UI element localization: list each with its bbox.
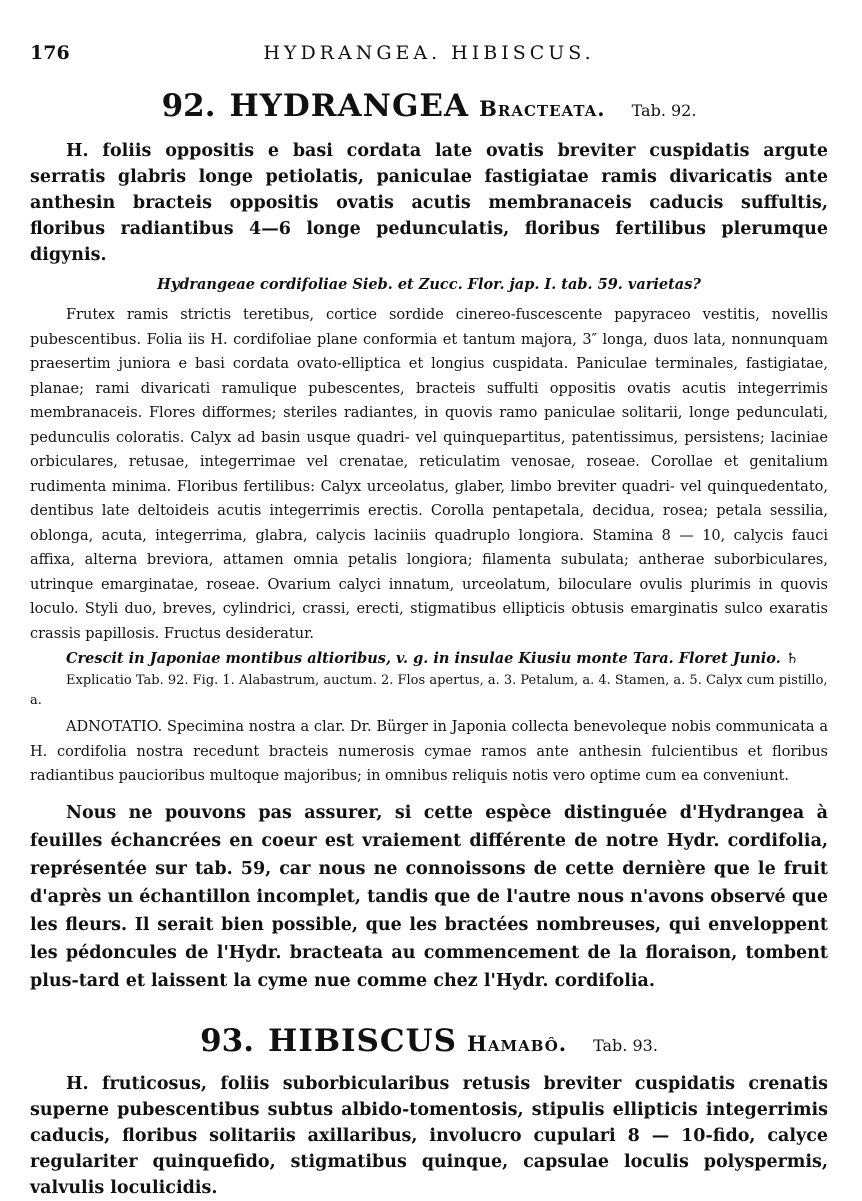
diagnosis-paragraph: H. foliis oppositis e basi cordata late ovatis breviter cuspidatis argute serratis glabris longe petiolatis, paniculae fastigiatae ramis divaricatis ante anthesin bracteis oppositis ovatis acutis membranaceis caducis suffultis, floribus radiantibus 4—6 longe pedunculatis, floribus fertilibus plerumque digynis. — [30, 141, 828, 265]
species-number: 93. — [200, 1022, 255, 1059]
page-content — [30, 88, 828, 1201]
plate-reference: Tab. 92. — [631, 101, 697, 120]
plate-explanation: Explicatio Tab. 92. Fig. 1. Alabastrum, auctum. 2. Flos apertus, a. 3. Petalum, a. 4. Stamen, a. 5. Calyx cum pistillo, a. — [30, 673, 828, 708]
species-epithet: Bracteata. — [479, 96, 606, 121]
species-number: 92. — [161, 88, 216, 124]
species-heading-92 — [30, 88, 828, 124]
adnotatio-paragraph: ADNOTATIO. Specimina nostra a clar. Dr. Bürger in Japonia collecta benevoleque nobis communicata a H. cordifolia nostra recedunt bracteis numerosis cymae ramos ante anthesin fulcientibus et floribus radiantibus paucioribus multoque majoribus; in omnibus reliquis notis vero optime cum ea conveniunt. — [30, 719, 828, 784]
french-note-paragraph: Nous ne pouvons pas assurer, si cette espèce distinguée d'Hydrangea à feuilles échancrées en coeur est vraiement différente de notre Hydr. cordifolia, représentée sur tab. 59, car nous ne connoissons de cette dernière que le fruit d'après un échantillon incomplet, tandis que de l'autre nous n'avons observé que les fleurs. Il serait bien possible, que les bractées nombreuses, qui enveloppent les pédoncules de l'Hydr. bracteata au commencement de la floraison, tombent plus-tard et laissent la cyme nue comme chez l'Hydr. cordifolia. — [30, 802, 828, 991]
species-epithet: Hamabô. — [467, 1030, 568, 1056]
plate-reference: Tab. 93. — [593, 1035, 658, 1055]
genus-name: HYDRANGEA — [229, 88, 470, 124]
page-number: 176 — [30, 42, 70, 64]
diagnosis-paragraph: H. fruticosus, foliis suborbicularibus retusis breviter cuspidatis crenatis superne pubescentibus subtus albido-tomentosis, stipulis ellipticis integerrimis caducis, floribus solitariis axillaribus, involucro cupulari 8 — 10-fido, calyce regulariter quinquefido, stigmatibus quinque, capsulae loculis polyspermis, valvulis loculicidis. — [30, 1073, 828, 1198]
genus-name: HIBISCUS — [268, 1022, 458, 1059]
description-paragraph: Frutex ramis strictis teretibus, cortice sordide cinereo-fuscescente papyraceo vestitis, novellis pubescentibus. Folia iis H. cordifoliae plane conformia et tantum majora, 3″ longa, duos lata, nonnunquam praesertim juniora e basi cordata ovato-elliptica et longius cuspidata. Paniculae terminales, fastigiatae, planae; rami divaricati ramulique pubescentes, bracteis suffulti oppositis ovatis acutis integerrimis membranaceis. Flores difformes; steriles radiantes, in quovis ramo paniculae solitarii, longe pedunculati, pedunculis coloratis. Calyx ad basin usque quadri- vel quinquepartitus, patentissimus, persistens; laciniae orbiculares, retusae, integerrimae vel crenatae, reticulatim venosae, roseae. Corollae et genitalium rudimenta minima. Floribus fertilibus: Calyx urceolatus, glaber, limbo breviter quadri- vel quinquedentato, dentibus late deltoideis acutis integerrimis erectis. Corolla pentapetala, decidua, rosea; petala sessilia, oblonga, acuta, integerrima, glabra, calycis laciniis quadruplo longiora. Stamina 8 — 10, calycis fauci affixa, alterna breviora, attamen omnia petalis longiora; filamenta subulata; antherae suborbiculares, utrinque emarginatae, roseae. Ovarium calyci innatum, urceolatum, biloculare ovulis plurimis in quovis loculo. Styli duo, breves, cylindrici, crassi, erecti, stigmatibus ellipticis obtusis emarginatis sulco exaratis crassis papillosis. Fructus desideratur. — [30, 307, 828, 642]
species-heading-93 — [30, 1023, 828, 1059]
running-head — [30, 42, 828, 66]
running-title: HYDRANGEA. HIBISCUS. — [263, 42, 595, 64]
habitat-line: Crescit in Japoniae montibus altioribus, v. g. in insulae Kiusiu monte Tara. Floret Junio. ♄ — [66, 650, 799, 667]
synonym-line: Hydrangeae cordifoliae Sieb. et Zucc. Flor. jap. I. tab. 59. varietas? — [157, 276, 701, 293]
